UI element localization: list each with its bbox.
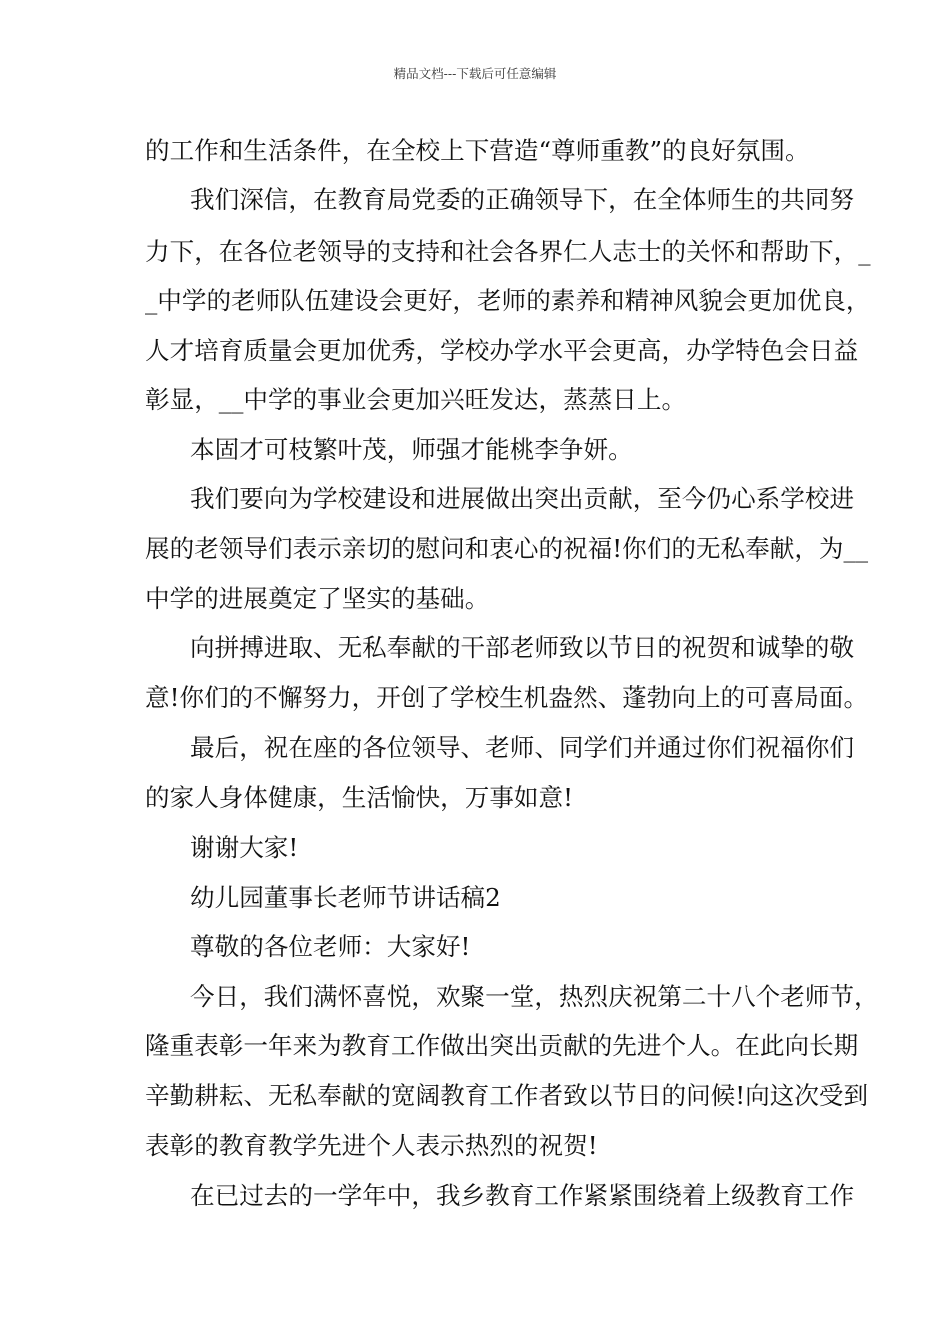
text-line: 力下，在各位老领导的支持和社会各界仁人志士的关怀和帮助下，_ [145, 237, 871, 266]
text-line: 意!你们的不懈努力，开创了学校生机盎然、蓬勃向上的可喜局面。 [145, 683, 869, 712]
text-line: 表彰的教育教学先进个人表示热烈的祝贺! [145, 1131, 598, 1160]
text-line: 本固才可枝繁叶茂，师强才能桃李争妍。 [190, 435, 633, 464]
text-line: 谢谢大家! [190, 833, 299, 862]
text-line: 尊敬的各位老师：大家好! [190, 932, 471, 961]
section-title: 幼儿园董事长老师节讲话稿2 [190, 883, 501, 912]
text-line: 彰显，__中学的事业会更加兴旺发达，蒸蒸日上。 [145, 385, 687, 414]
text-line: 我们深信，在教育局党委的正确领导下，在全体师生的共同努 [190, 185, 855, 214]
text-line: 展的老领导们表示亲切的慰问和衷心的祝福!你们的无私奉献，为__ [145, 534, 869, 563]
text-line: 的工作和生活条件，在全校上下营造“尊师重教”的良好氛围。 [145, 136, 810, 165]
text-line: 中学的进展奠定了坚实的基础。 [145, 584, 490, 613]
page-header: 精品文档---下载后可任意编辑 [393, 66, 557, 81]
text-line: 的家人身体健康，生活愉快，万事如意! [145, 783, 573, 812]
text-line: 在已过去的一学年中，我乡教育工作紧紧围绕着上级教育工作 [190, 1181, 855, 1210]
text-line: 辛勤耕耘、无私奉献的宽阔教育工作者致以节日的问候!向这次受到 [145, 1081, 869, 1110]
text-line: 隆重表彰一年来为教育工作做出突出贡献的先进个人。在此向长期 [145, 1031, 859, 1060]
text-line: 人才培育质量会更加优秀，学校办学水平会更高，办学特色会日益 [145, 336, 859, 365]
text-line: 最后，祝在座的各位领导、老师、同学们并通过你们祝福你们 [190, 733, 855, 762]
text-line: 向拼搏进取、无私奉献的干部老师致以节日的祝贺和诚挚的敬 [190, 633, 855, 662]
text-line: _中学的老师队伍建设会更好，老师的素养和精神风貌会更加优良， [145, 286, 871, 315]
text-line: 我们要向为学校建设和进展做出突出贡献，至今仍心系学校进 [190, 484, 855, 513]
text-line: 今日，我们满怀喜悦，欢聚一堂，热烈庆祝第二十八个老师节， [190, 982, 879, 1011]
